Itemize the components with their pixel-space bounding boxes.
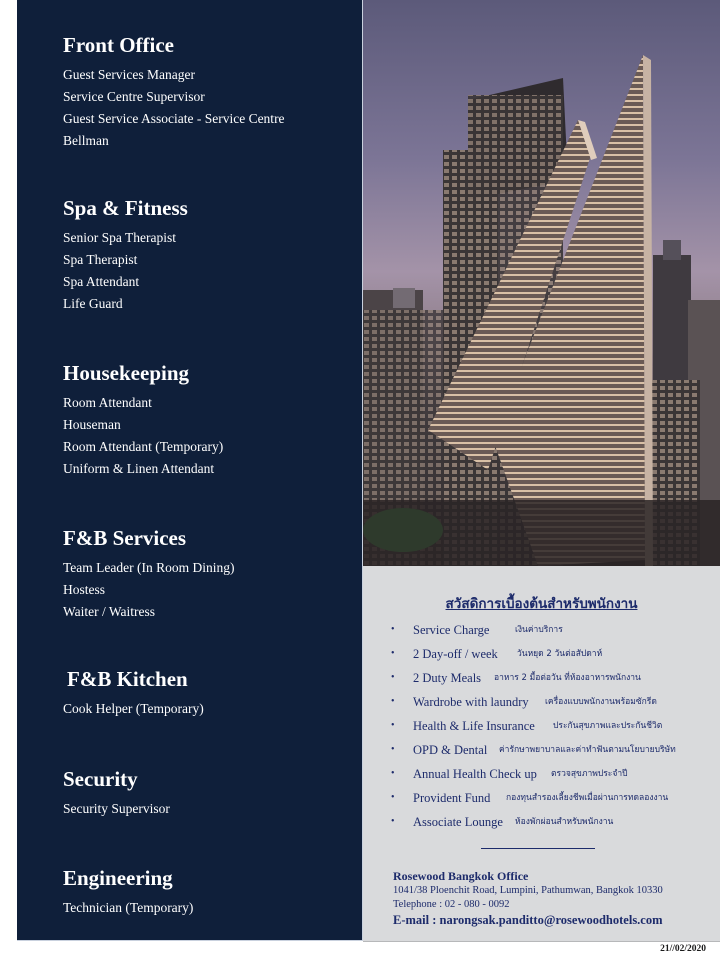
office-address: 1041/38 Ploenchit Road, Lumpini, Pathumwan, Bangkok 10330 <box>393 885 663 896</box>
benefit-th: เครื่องแบบพนักงานพร้อมซักรีด <box>545 697 657 707</box>
benefit-th: วันหยุด 2 วันต่อสัปดาห์ <box>517 649 603 659</box>
benefit-en: Wardrobe with laundry <box>413 695 529 709</box>
benefit-th: ตรวจสุขภาพประจำปี <box>551 769 628 779</box>
position-item: Guest Services Manager <box>63 67 195 82</box>
position-item: Houseman <box>63 417 121 432</box>
bullet-icon: • <box>391 648 395 659</box>
section-title: F&B Services <box>63 526 187 550</box>
hotel-building-photo <box>363 0 720 566</box>
section-title: Engineering <box>63 866 173 890</box>
bullet-icon: • <box>391 696 395 707</box>
position-item: Cook Helper (Temporary) <box>63 701 204 716</box>
bullet-icon: • <box>391 624 395 635</box>
benefit-th: ค่ารักษาพยาบาลและค่าทำฟันตามนโยบายบริษัท <box>499 745 676 755</box>
office-contact <box>393 868 663 929</box>
section-title: F&B Kitchen <box>67 667 188 691</box>
section-engineering <box>63 865 353 919</box>
position-item: Spa Therapist <box>63 252 138 267</box>
benefit-en: OPD & Dental <box>413 743 488 757</box>
position-item: Uniform & Linen Attendant <box>63 461 215 476</box>
benefit-en: 2 Day-off / week <box>413 647 498 661</box>
section-housekeeping <box>63 360 353 480</box>
benefit-en: Provident Fund <box>413 791 491 805</box>
benefit-en: Associate Lounge <box>413 815 503 829</box>
office-title: Rosewood Bangkok Office <box>393 869 529 883</box>
benefits-heading: สวัสดิการเบื้องต้นสำหรับพนักงาน <box>445 596 638 612</box>
position-item: Hostess <box>63 582 106 597</box>
office-telephone: Telephone : 02 - 080 - 0092 <box>393 899 510 910</box>
position-item: Service Centre Supervisor <box>63 89 205 104</box>
position-item: Bellman <box>63 133 109 148</box>
section-fb-kitchen <box>63 666 357 720</box>
bullet-icon: • <box>391 744 395 755</box>
section-security <box>63 766 353 820</box>
position-item: Technician (Temporary) <box>63 900 194 915</box>
section-title: Front Office <box>63 33 174 57</box>
position-item: Guest Service Associate - Service Centre <box>63 111 285 126</box>
positions-panel <box>17 0 363 941</box>
position-item: Life Guard <box>63 296 123 311</box>
posting-date: 21//02/2020 <box>660 944 706 954</box>
benefit-th: ห้องพักผ่อนสำหรับพนักงาน <box>515 817 614 827</box>
section-title: Spa & Fitness <box>63 196 188 220</box>
section-title: Security <box>63 767 138 791</box>
position-item: Senior Spa Therapist <box>63 230 176 245</box>
benefit-en: Service Charge <box>413 623 490 637</box>
bullet-icon: • <box>391 768 395 779</box>
position-item: Team Leader (In Room Dining) <box>63 560 235 575</box>
benefit-th: ประกันสุขภาพและประกันชีวิต <box>553 721 663 731</box>
position-item: Room Attendant (Temporary) <box>63 439 224 454</box>
position-item: Security Supervisor <box>63 801 170 816</box>
benefit-en: Annual Health Check up <box>413 767 537 781</box>
divider <box>481 848 595 849</box>
section-spa-fitness <box>63 195 353 315</box>
bullet-icon: • <box>391 672 395 683</box>
office-email: E-mail : narongsak.panditto@rosewoodhotels.com <box>393 913 663 927</box>
benefit-en: 2 Duty Meals <box>413 671 482 685</box>
bullet-icon: • <box>391 792 395 803</box>
position-item: Spa Attendant <box>63 274 140 289</box>
benefit-en: Health & Life Insurance <box>413 719 535 733</box>
bullet-icon: • <box>391 720 395 731</box>
position-item: Room Attendant <box>63 395 152 410</box>
benefit-th: กองทุนสำรองเลี้ยงชีพเมื่อผ่านการทดลองงาน <box>506 793 669 803</box>
section-title: Housekeeping <box>63 361 190 385</box>
benefit-th: อาหาร 2 มื้อต่อวัน ที่ห้องอาหารพนักงาน <box>494 673 641 683</box>
bullet-icon: • <box>391 816 395 827</box>
section-front-office <box>63 32 353 152</box>
benefit-th: เงินค่าบริการ <box>515 625 563 635</box>
position-item: Waiter / Waitress <box>63 604 156 619</box>
benefits-panel <box>363 566 720 942</box>
building-illustration <box>363 0 720 566</box>
section-fb-services <box>63 525 353 623</box>
